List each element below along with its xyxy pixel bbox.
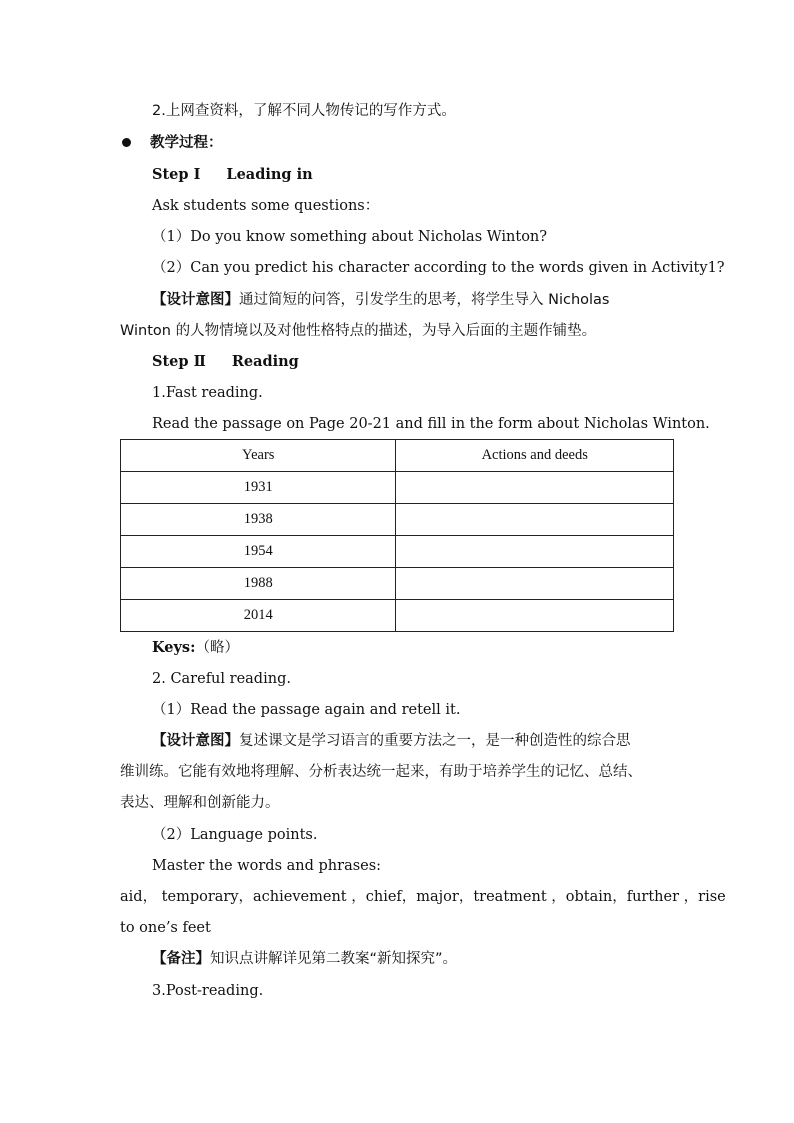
table-header-row (121, 440, 674, 472)
table-cell-actions (396, 600, 674, 632)
step-two-heading (152, 352, 299, 372)
note-line (152, 949, 457, 969)
process-heading: 教学过程： (150, 135, 223, 151)
design-intent-1-line1 (152, 290, 610, 310)
post-reading: 3.Post-reading. (152, 983, 264, 999)
table-row (121, 536, 674, 568)
design-intent-text: 复述课文是学习语言的重要方法之一，是一种创造性的综合思 (239, 733, 631, 749)
words-line-2: to one’s feet (120, 920, 211, 936)
table-cell-year: 1931 (121, 472, 396, 504)
master-line: Master the words and phrases: (152, 858, 382, 874)
search-info-line: 2.上网查资料，了解不同人物传记的写作方式。 (152, 103, 456, 119)
table-row (121, 472, 674, 504)
table-cell-actions (396, 536, 674, 568)
column-header: Years (121, 440, 396, 472)
design-intent-2-line1 (152, 731, 631, 751)
design-intent-text: 通过简短的问答，引发学生的思考，将学生导入 Nicholas (239, 292, 610, 308)
column-header: Actions and deeds (396, 440, 674, 472)
design-intent-tag: 【设计意图】 (152, 292, 239, 308)
keys-label: Keys: (152, 639, 196, 656)
design-intent-1-line2: Winton 的人物情境以及对他性格特点的描述，为导入后面的主题作铺垫。 (120, 323, 597, 339)
design-intent-2-line2: 维训练。它能有效地将理解、分析表达统一起来，有助于培养学生的记忆、总结、 (120, 764, 642, 780)
question-1: （1）Do you know something about Nicholas Winton? (152, 229, 548, 245)
bullet-icon (122, 138, 131, 147)
table-cell-year: 1954 (121, 536, 396, 568)
retell-line: （1）Read the passage again and retell it. (152, 702, 461, 718)
keys-value: （略） (195, 640, 239, 656)
table-row (121, 504, 674, 536)
table-cell-year: 1988 (121, 568, 396, 600)
step-one-heading (152, 165, 313, 185)
fast-reading: 1.Fast reading. (152, 385, 263, 401)
question-2: （2）Can you predict his character according to the words given in Activity1? (152, 260, 725, 276)
design-intent-2-line3: 表达、理解和创新能力。 (120, 795, 280, 811)
table-row (121, 568, 674, 600)
ask-line: Ask students some questions： (152, 198, 380, 214)
keys-line (152, 638, 239, 658)
language-points: （2）Language points. (152, 827, 318, 843)
table-cell-year: 1938 (121, 504, 396, 536)
careful-reading: 2. Careful reading. (152, 671, 291, 687)
table-row (121, 600, 674, 632)
note-text: 知识点讲解详见第二教案“新知探究”。 (210, 951, 458, 967)
step-two-title: Reading (231, 353, 299, 370)
table-cell-actions (396, 568, 674, 600)
table-cell-year: 2014 (121, 600, 396, 632)
fill-in-form-table (120, 439, 674, 632)
step-one-title: Leading in (226, 166, 313, 183)
note-tag: 【备注】 (152, 951, 210, 967)
step-one-label: Step Ⅰ (152, 166, 201, 183)
design-intent-tag: 【设计意图】 (152, 733, 239, 749)
table-cell-actions (396, 504, 674, 536)
step-two-label: Step Ⅱ (152, 353, 206, 370)
words-line-1: aid， temporary，achievement ，chief，major，treatment ，obtain，further ，rise (120, 889, 726, 905)
read-instruction: Read the passage on Page 20-21 and fill in the form about Nicholas Winton. (152, 416, 710, 432)
table-cell-actions (396, 472, 674, 504)
